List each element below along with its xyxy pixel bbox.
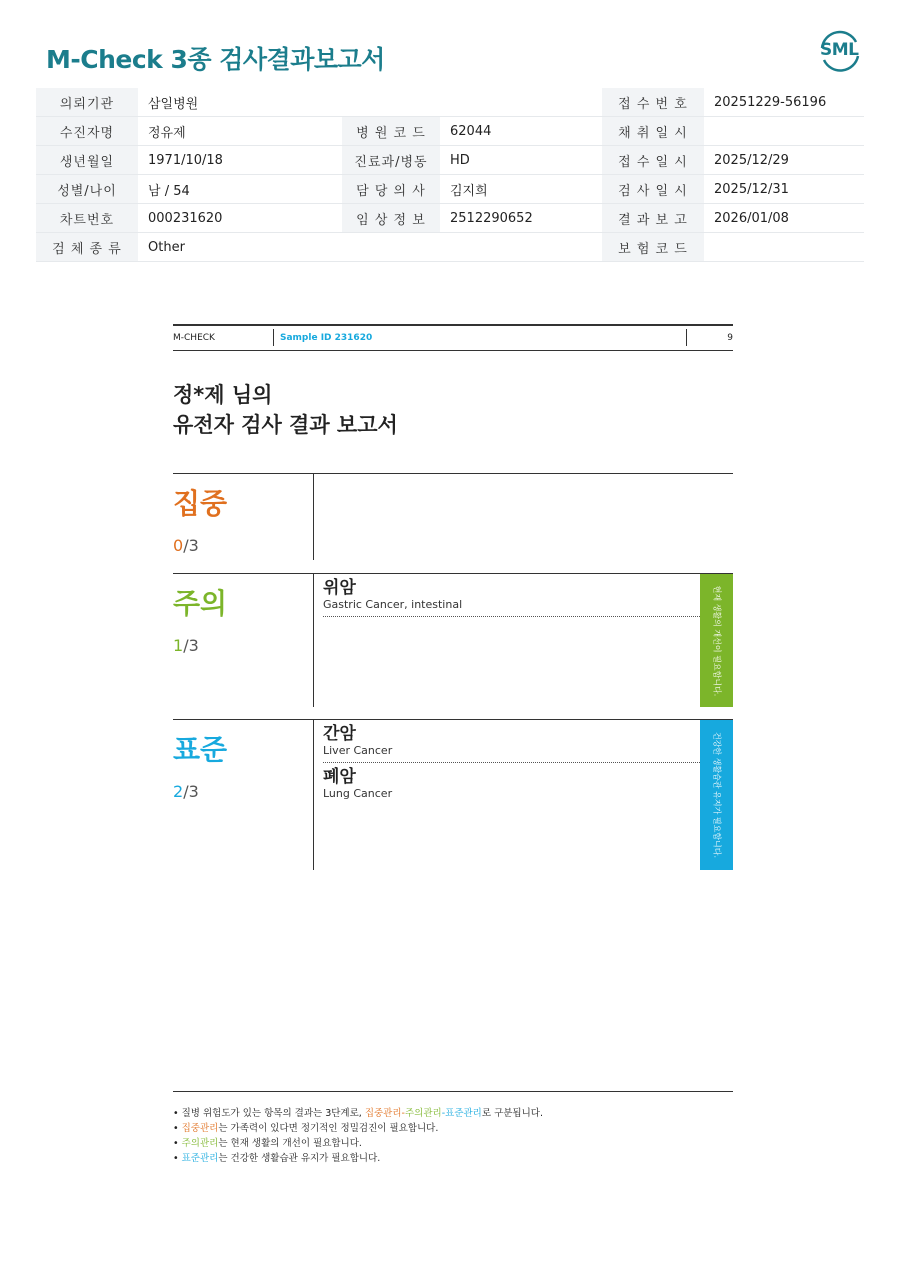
info-label: 생년월일 (36, 146, 138, 175)
section-divider (313, 720, 314, 870)
count-total: /3 (183, 536, 199, 555)
note-standard-label: 표준관리 (181, 1153, 219, 1164)
item-separator (323, 762, 700, 763)
info-value: 삼일병원 (138, 88, 342, 117)
info-value: 2025/12/29 (704, 146, 864, 175)
section-name: 집중 (173, 487, 228, 520)
count-number: 1 (173, 636, 184, 655)
section-divider (313, 474, 314, 560)
info-label: 담 당 의 사 (342, 175, 440, 204)
info-value: 정유제 (138, 117, 342, 146)
side-banner-text: 건강한 생활습관 유지가 필요합니다. (712, 731, 721, 859)
item-name-ko: 위암 (323, 578, 356, 598)
note-text: 질병 위험도가 있는 항목의 결과는 3단계로, (181, 1108, 365, 1119)
note-text: 는 건강한 생활습관 유지가 필요합니다. (218, 1153, 381, 1164)
count-number: 0 (173, 536, 184, 555)
greeting-report-title: 유전자 검사 결과 보고서 (173, 413, 398, 437)
info-value: HD (440, 146, 602, 175)
info-label: 진료과/병동 (342, 146, 440, 175)
note-caution-label: 주의관리 (181, 1138, 219, 1149)
note-dash: - (441, 1108, 446, 1119)
info-label: 결 과 보 고 (602, 204, 704, 233)
info-label: 성별/나이 (36, 175, 138, 204)
info-value: 2026/01/08 (704, 204, 864, 233)
patient-info-table (36, 88, 864, 262)
risk-item (323, 724, 700, 758)
report-title: M-Check 3종 검사결과보고서 (46, 45, 385, 74)
note-focus-label: 집중관리 (364, 1108, 402, 1119)
section-name: 표준 (173, 733, 228, 766)
info-label (342, 88, 440, 117)
side-banner-text: 현재 생활의 개선이 필요합니다. (712, 585, 721, 696)
greeting (173, 380, 398, 440)
count-number: 2 (173, 782, 184, 801)
info-value: 000231620 (138, 204, 342, 233)
info-value: 2512290652 (440, 204, 602, 233)
item-name-en: Liver Cancer (323, 744, 393, 757)
note-focus-label: 집중관리 (181, 1123, 219, 1134)
section-count (173, 636, 199, 655)
risk-item (323, 578, 700, 612)
footnote (173, 1151, 543, 1166)
info-value: Other (138, 233, 342, 262)
info-label: 수진자명 (36, 117, 138, 146)
info-value: 김지희 (440, 175, 602, 204)
note-caution-label: 주의관리 (404, 1108, 442, 1119)
info-value: 1971/10/18 (138, 146, 342, 175)
info-row (36, 233, 864, 262)
info-label: 임 상 정 보 (342, 204, 440, 233)
info-row (36, 88, 864, 117)
risk-section-caution (173, 573, 733, 707)
info-value (704, 233, 864, 262)
section-name: 주의 (173, 587, 228, 620)
item-name-ko: 간암 (323, 724, 356, 744)
footnote (173, 1106, 543, 1121)
footer-rule (173, 1091, 733, 1092)
note-text: 는 가족력이 있다면 정기적인 정밀검진이 필요합니다. (218, 1123, 439, 1134)
info-value (704, 117, 864, 146)
info-label: 차트번호 (36, 204, 138, 233)
note-dash: - (401, 1108, 405, 1119)
info-label: 접 수 일 시 (602, 146, 704, 175)
info-label (342, 233, 440, 262)
section-count (173, 536, 199, 555)
footnote (173, 1121, 543, 1136)
info-value (440, 88, 602, 117)
note-standard-label: 표준관리 (445, 1108, 482, 1119)
report-page-header (173, 324, 733, 351)
section-side-banner (700, 574, 733, 707)
info-value: 62044 (440, 117, 602, 146)
info-label: 병 원 코 드 (342, 117, 440, 146)
risk-section-focus (173, 473, 733, 560)
info-row (36, 117, 864, 146)
footnotes (173, 1106, 543, 1166)
info-row (36, 204, 864, 233)
section-side-banner (700, 720, 733, 870)
section-divider (313, 574, 314, 707)
info-row (36, 146, 864, 175)
sample-id: Sample ID 231620 (280, 333, 373, 343)
page-number: 9 (727, 333, 733, 343)
count-total: /3 (183, 782, 199, 801)
info-value (440, 233, 602, 262)
info-label: 검 체 종 류 (36, 233, 138, 262)
info-label: 접 수 번 호 (602, 88, 704, 117)
info-label: 의뢰기관 (36, 88, 138, 117)
item-separator (323, 616, 700, 617)
item-name-en: Lung Cancer (323, 787, 393, 800)
info-label: 검 사 일 시 (602, 175, 704, 204)
header-divider (273, 329, 274, 346)
info-label: 보 험 코 드 (602, 233, 704, 262)
greeting-name: 정*제 님의 (173, 383, 273, 407)
item-name-en: Gastric Cancer, intestinal (323, 598, 463, 611)
info-value: 20251229-56196 (704, 88, 864, 117)
footnote (173, 1136, 543, 1151)
info-value: 남 / 54 (138, 175, 342, 204)
section-count (173, 782, 199, 801)
sml-logo-text: SML (820, 40, 859, 60)
risk-item (323, 767, 700, 801)
note-text: 는 현재 생활의 개선이 필요합니다. (218, 1138, 362, 1149)
info-row (36, 175, 864, 204)
risk-section-standard (173, 719, 733, 870)
header-divider (686, 329, 687, 346)
count-total: /3 (183, 636, 199, 655)
note-text: 로 구분됩니다. (481, 1108, 543, 1119)
info-label: 채 취 일 시 (602, 117, 704, 146)
brand-label: M-CHECK (173, 333, 215, 343)
item-name-ko: 폐암 (323, 767, 356, 787)
info-value: 2025/12/31 (704, 175, 864, 204)
